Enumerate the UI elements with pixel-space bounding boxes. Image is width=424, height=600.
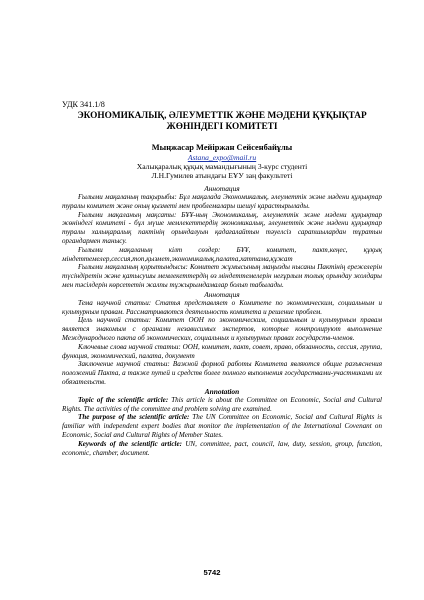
en-topic-paragraph: [62, 396, 382, 414]
affiliation-line-1: Халықаралық құқық мамандығының 3-курс студенті: [136, 162, 308, 171]
kz-purpose-lead: Ғылыми мақаланың мақсаты:: [78, 210, 177, 219]
ru-purpose-text: Комитет ООН по экономическим, социальным и культурным правам является знакомым с органами независимых экспертов, которые контролируют выполнение Международного пакта об экономических, социальных и культурных правах государств-членов.: [62, 316, 382, 342]
title-line-2: ЖӨНІНДЕГІ КОМИТЕТІ: [166, 122, 278, 132]
article-title: [62, 111, 382, 133]
udk-code: УДК 341.1/8: [62, 100, 105, 109]
en-purpose-paragraph: [62, 413, 382, 439]
en-annotation-heading: Annotation: [204, 386, 240, 396]
en-keywords-lead: Keywords of the scientific article:: [78, 439, 182, 448]
page-number: 5742: [203, 568, 221, 577]
author-name: Мыңжасар Мейіржан Сейсенбайұлы: [151, 143, 293, 152]
ru-results-paragraph: [62, 360, 382, 386]
en-purpose-text: The UN Committee on Economic, Social and Cultural Rights is familiar with independent expert bodies that monitor the implementation of the International Covenant on Economic, Social and Cultural Rights of Member States.: [62, 413, 382, 439]
kz-topic-text: Бұл мақалада Экономикалық, әлеуметтік және мәдени құқықтар туралы комитет және оның қызметі мен проблемалары шешуі қарастырылады.: [62, 193, 382, 210]
en-topic-text: This article is about the Committee on Economic, Social and Cultural Rights. The activities of the committee and problem solving are examined.: [62, 395, 382, 413]
title-line-1: ЭКОНОМИКАЛЫҚ, ӘЛЕУМЕТТІК ЖӘНЕ МӘДЕНИ ҚҰҚЫҚТАР: [77, 111, 367, 121]
en-topic-lead: Topic of the scientific article:: [78, 395, 169, 404]
en-keywords-text: UN, committee, pact, council, law, duty, session, group, function, economic, chamber, document.: [62, 439, 383, 457]
ru-keywords-text: ООН, комитет, пакт, совет, право, обязанность, сессия, группа, функция, экономический, палата, документ: [62, 342, 382, 360]
ru-topic-text: Статья представляет о Комитете по экономическим, социальным и культурным правам. Рассматриваются деятельность комитета и решение проблем.: [62, 298, 382, 316]
kz-annotation-heading: Аннотация: [204, 184, 240, 193]
kz-keywords-text: БҰҰ, комитет, пакт,кеңес, құқық міндеттемелер,сессия,топ,қызмет,экономикалық,палата,хаттама,құжат: [62, 245, 382, 263]
kz-results-lead: Ғылыми мақаланың қорытындысы:: [78, 263, 188, 272]
kz-results-paragraph: [62, 263, 382, 289]
ru-results-lead: Заключение научной статьи:: [78, 360, 170, 369]
ru-annotation-heading: Аннотация: [204, 289, 240, 299]
affiliation-line-2: Л.Н.Гумилев атындағы ЕҰУ заң факультеті: [151, 171, 293, 180]
ru-topic-lead: Тема научной статьи:: [78, 298, 152, 307]
kz-purpose-text: БҰҰ-ның Экономикалық, әлеуметтік және мәдени құқықтар жөніндегі комитеті - бұл мүше мемлекеттердің экономикалық, әлеуметтік және мәдени құқықтар туралы халықаралық пактінің орындалуын қадағалайтын тәуелсіз сарапшылардан тұратын органдармен танысу.: [62, 210, 383, 245]
en-keywords-paragraph: [62, 440, 382, 458]
article-page: [62, 100, 382, 457]
ru-keywords-lead: Ключевые слова научной статьи:: [78, 342, 181, 351]
ru-keywords-paragraph: [62, 343, 382, 361]
en-purpose-lead: The purpose of the scientific article:: [78, 413, 190, 422]
kz-results-text: Комитет жұмысының маңызды нысаны Пактінің ережелерін түсіндіретін және қатысушы мемлекеттердің өз міндеттемелерін неғұрлым толық орындау жолдары мен тәсілдерін көрсететін жалпы тұжырымдамалар болып табылады.: [62, 263, 382, 289]
kz-keywords-paragraph: [62, 246, 382, 264]
kz-topic-paragraph: [62, 193, 382, 211]
kz-purpose-paragraph: [62, 211, 382, 246]
kz-topic-lead: Ғылыми мақаланың тақырыбы:: [78, 193, 177, 201]
ru-topic-paragraph: [62, 299, 382, 317]
ru-purpose-paragraph: [62, 316, 382, 342]
ru-purpose-lead: Цель научной статьи:: [78, 316, 152, 325]
kz-keywords-lead: Ғылыми мақаланың кілт сөздер:: [78, 245, 221, 254]
ru-results-text: Важной формой работы Комитета являются общие разъяснения положений Пакта, а также путей и средств более полного выполнения государствами-участниками их обязательств.: [62, 360, 382, 386]
author-email-link[interactable]: Astana_expo@mail.ru: [187, 153, 257, 162]
